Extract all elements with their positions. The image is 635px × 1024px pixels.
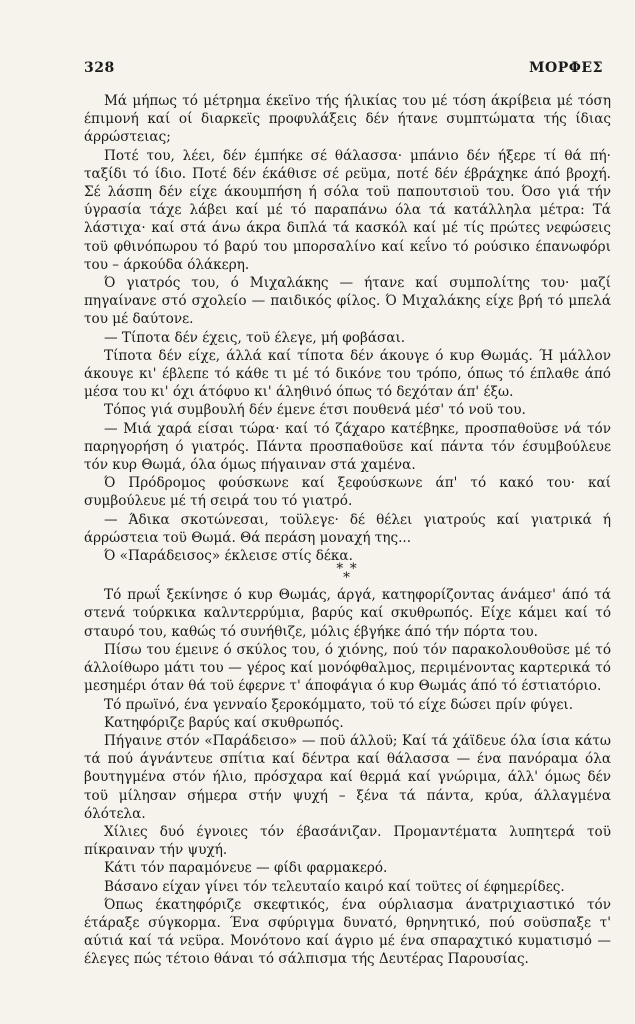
running-title: ΜΟΡΦΕΣ bbox=[529, 60, 603, 76]
paragraph: — Μιά χαρά είσαι τώρα· καί τό ζάχαρο κατέβηκε, προσπαθοϋσε νά τόν παρηγορήση ό γιατρός. Πάντα προσπαθοϋσε καί πάντα τόν έσυμβούλευε τόν κυρ Θωμά, όλα όμως πήγαιναν στά χαμένα. bbox=[84, 420, 611, 474]
paragraph: Κάτι τόν παραμόνευε — φίδι φαρμακερό. bbox=[104, 860, 388, 877]
paragraph: Όπως έκατηφόριζε σκεφτικός, ένα ούρλιασμα άνατριχιαστικό τόν έτάραξε σύγκορμα. Ένα σφύριγμα δυνατό, θρηνητικό, πού σοϋσπαξε τ' αύτιά καί τά νεϋρα. Μονότονο καί άγριο μέ ένα σπαραχτικό κυματισμό — έλεγες πώς τέτοιο θάναι τό σάλπισμα τής Δευτέρας Παρουσίας. bbox=[84, 896, 611, 968]
paragraph: Ό Πρόδρομος φούσκωνε καί ξεφούσκωνε άπ' τό κακό του· καί συμβούλευε μέ τή σειρά του τό γιατρό. bbox=[84, 475, 611, 510]
paragraph: Πήγαινε στόν «Παράδεισο» — ποϋ άλλοϋ; Καί τά χάϊδευε όλα ίσια κάτω τά πού άγνάντευε σπίτια καί δέντρα καί θάλασσα — ένα πανόραμα όλα βουτηγμένα στόν ήλιο, πρόσχαρα καί θερμά καί γνώριμα, άλλ' όμως δέν τοϋ μίλησαν σήμερα στήν ψυχή – ξένα τά πάντα, κρύα, άλλαγμένα όλότελα. bbox=[84, 732, 611, 822]
body-text bbox=[84, 92, 611, 969]
paragraph: Πίσω του έμεινε ό σκύλος του, ό χιόνης, πού τόν παρακολουθοϋσε μέ τό άλλοίθωρο μάτι του — γέρος καί μονόφθαλμος, περιμένοντας καρτερικά τό μεσημέρι όταν θά τοϋ έφερνε τ' άποφάγια ό κυρ Θωμάς άπό τό έστιατόριο. bbox=[84, 641, 611, 695]
paragraph: Μά μήπως τό μέτρημα έκεϊνο τής ήλικίας του μέ τόση άκρίβεια μέ τόση έπιμονή καί οί διαρκεϊς προφυλάξεις δέν ήτανε συμπτώματα τής ίδιας άρρώστειας; bbox=[84, 93, 611, 146]
paragraph: Χίλιες δυό έγνοιες τόν έβασάνιζαν. Προμαντέματα λυπητερά τοϋ πίκραιναν τήν ψυχή. bbox=[84, 823, 611, 859]
page-header bbox=[84, 60, 603, 76]
paragraph: — Άδικα σκοτώνεσαι, τοϋλεγε· δέ θέλει γιατρούς καί γιατρικά ή άρρώστεια τοϋ Θωμά. Θά περάση μοναχή της... bbox=[84, 511, 611, 546]
paragraph: Τίποτα δέν είχε, άλλά καί τίποτα δέν άκουγε ό κυρ Θωμάς. Ή μάλλον άκουγε κι' έβλεπε τό κάθε τι μέ τό δικόνε του τρόπο, όπως τό έπλαθε άπό μέσα του κι' όχι άτόφυο κι' άληθινό όπως τό δεχόταν άπ' έξω. bbox=[84, 347, 611, 401]
paragraph: Τόπος γιά συμβουλή δέν έμενε έτσι πουθενά μέσ' τό νοϋ του. bbox=[104, 402, 526, 419]
paragraph: — Τίποτα δέν έχεις, τοϋ έλεγε, μή φοβάσαι. bbox=[104, 329, 406, 346]
paragraph: Κατηφόριζε βαρύς καί σκυθρωπός. bbox=[104, 714, 344, 731]
paragraph: Τό πρωΐ ξεκίνησε ό κυρ Θωμάς, άργά, κατηφορίζοντας άνάμεσ' άπό τά στενά τούρκικα καλντερρύμια, βαρύς καί σκυθρωπός. Είχε κάμει καί τό σταυρό του, καθώς τό συνήθιζε, μόλις έβγήκε άπό τήν πόρτα του. bbox=[84, 587, 611, 640]
paragraph: Τό πρωϊνό, ένα γενναίο ξεροκόμματο, τοϋ τό είχε δώσει πρίν φύγει. bbox=[104, 696, 574, 713]
paragraph: Ό γιατρός του, ό Μιχαλάκης — ήτανε καί συμπολίτης του· μαζί πηγαίνανε στό σχολείο — παιδικός φίλος. Ό Μιχαλάκης είχε βρή τό μπελά του μέ δαύτονε. bbox=[84, 275, 611, 328]
page-number: 328 bbox=[84, 60, 115, 76]
paragraph: Βάσανο είχαν γίνει τόν τελευταίο καιρό καί τοϋτες οί έφημερίδες. bbox=[104, 878, 565, 895]
asterism: * * * bbox=[336, 561, 359, 587]
paragraph: Ό «Παράδεισος» έκλεισε στίς δέκα. bbox=[104, 548, 353, 565]
section-separator bbox=[84, 561, 611, 587]
paragraph: Ποτέ του, λέει, δέν έμπήκε σέ θάλασσα· μπάνιο δέν ήξερε τί θά πή· ταξίδι τό ίδιο. Ποτέ δέν έκάθισε σέ ρεϋμα, ποτέ δέν έβράχηκε άπό βροχή. Σέ λάσπη δέν είχε άκουμπήση ή σόλα τοϋ παπουτσιοϋ του. Όσο γιά τήν ύγρασία τάχε λάβει καί μέ τό παραπάνω όλα τά κατάλληλα μέτρα: Τά λάστιχα· καί στά άνω άκρα διπλά τά κασκόλ καί μέ τίς πρώτες νεφώσεις τοϋ φθινόπωρου τό βαρύ του μπορσαλίνο καί κεΐνο τό ρούσικο έπανωφόρι του – άρκούδα όλάκερη. bbox=[84, 147, 611, 273]
